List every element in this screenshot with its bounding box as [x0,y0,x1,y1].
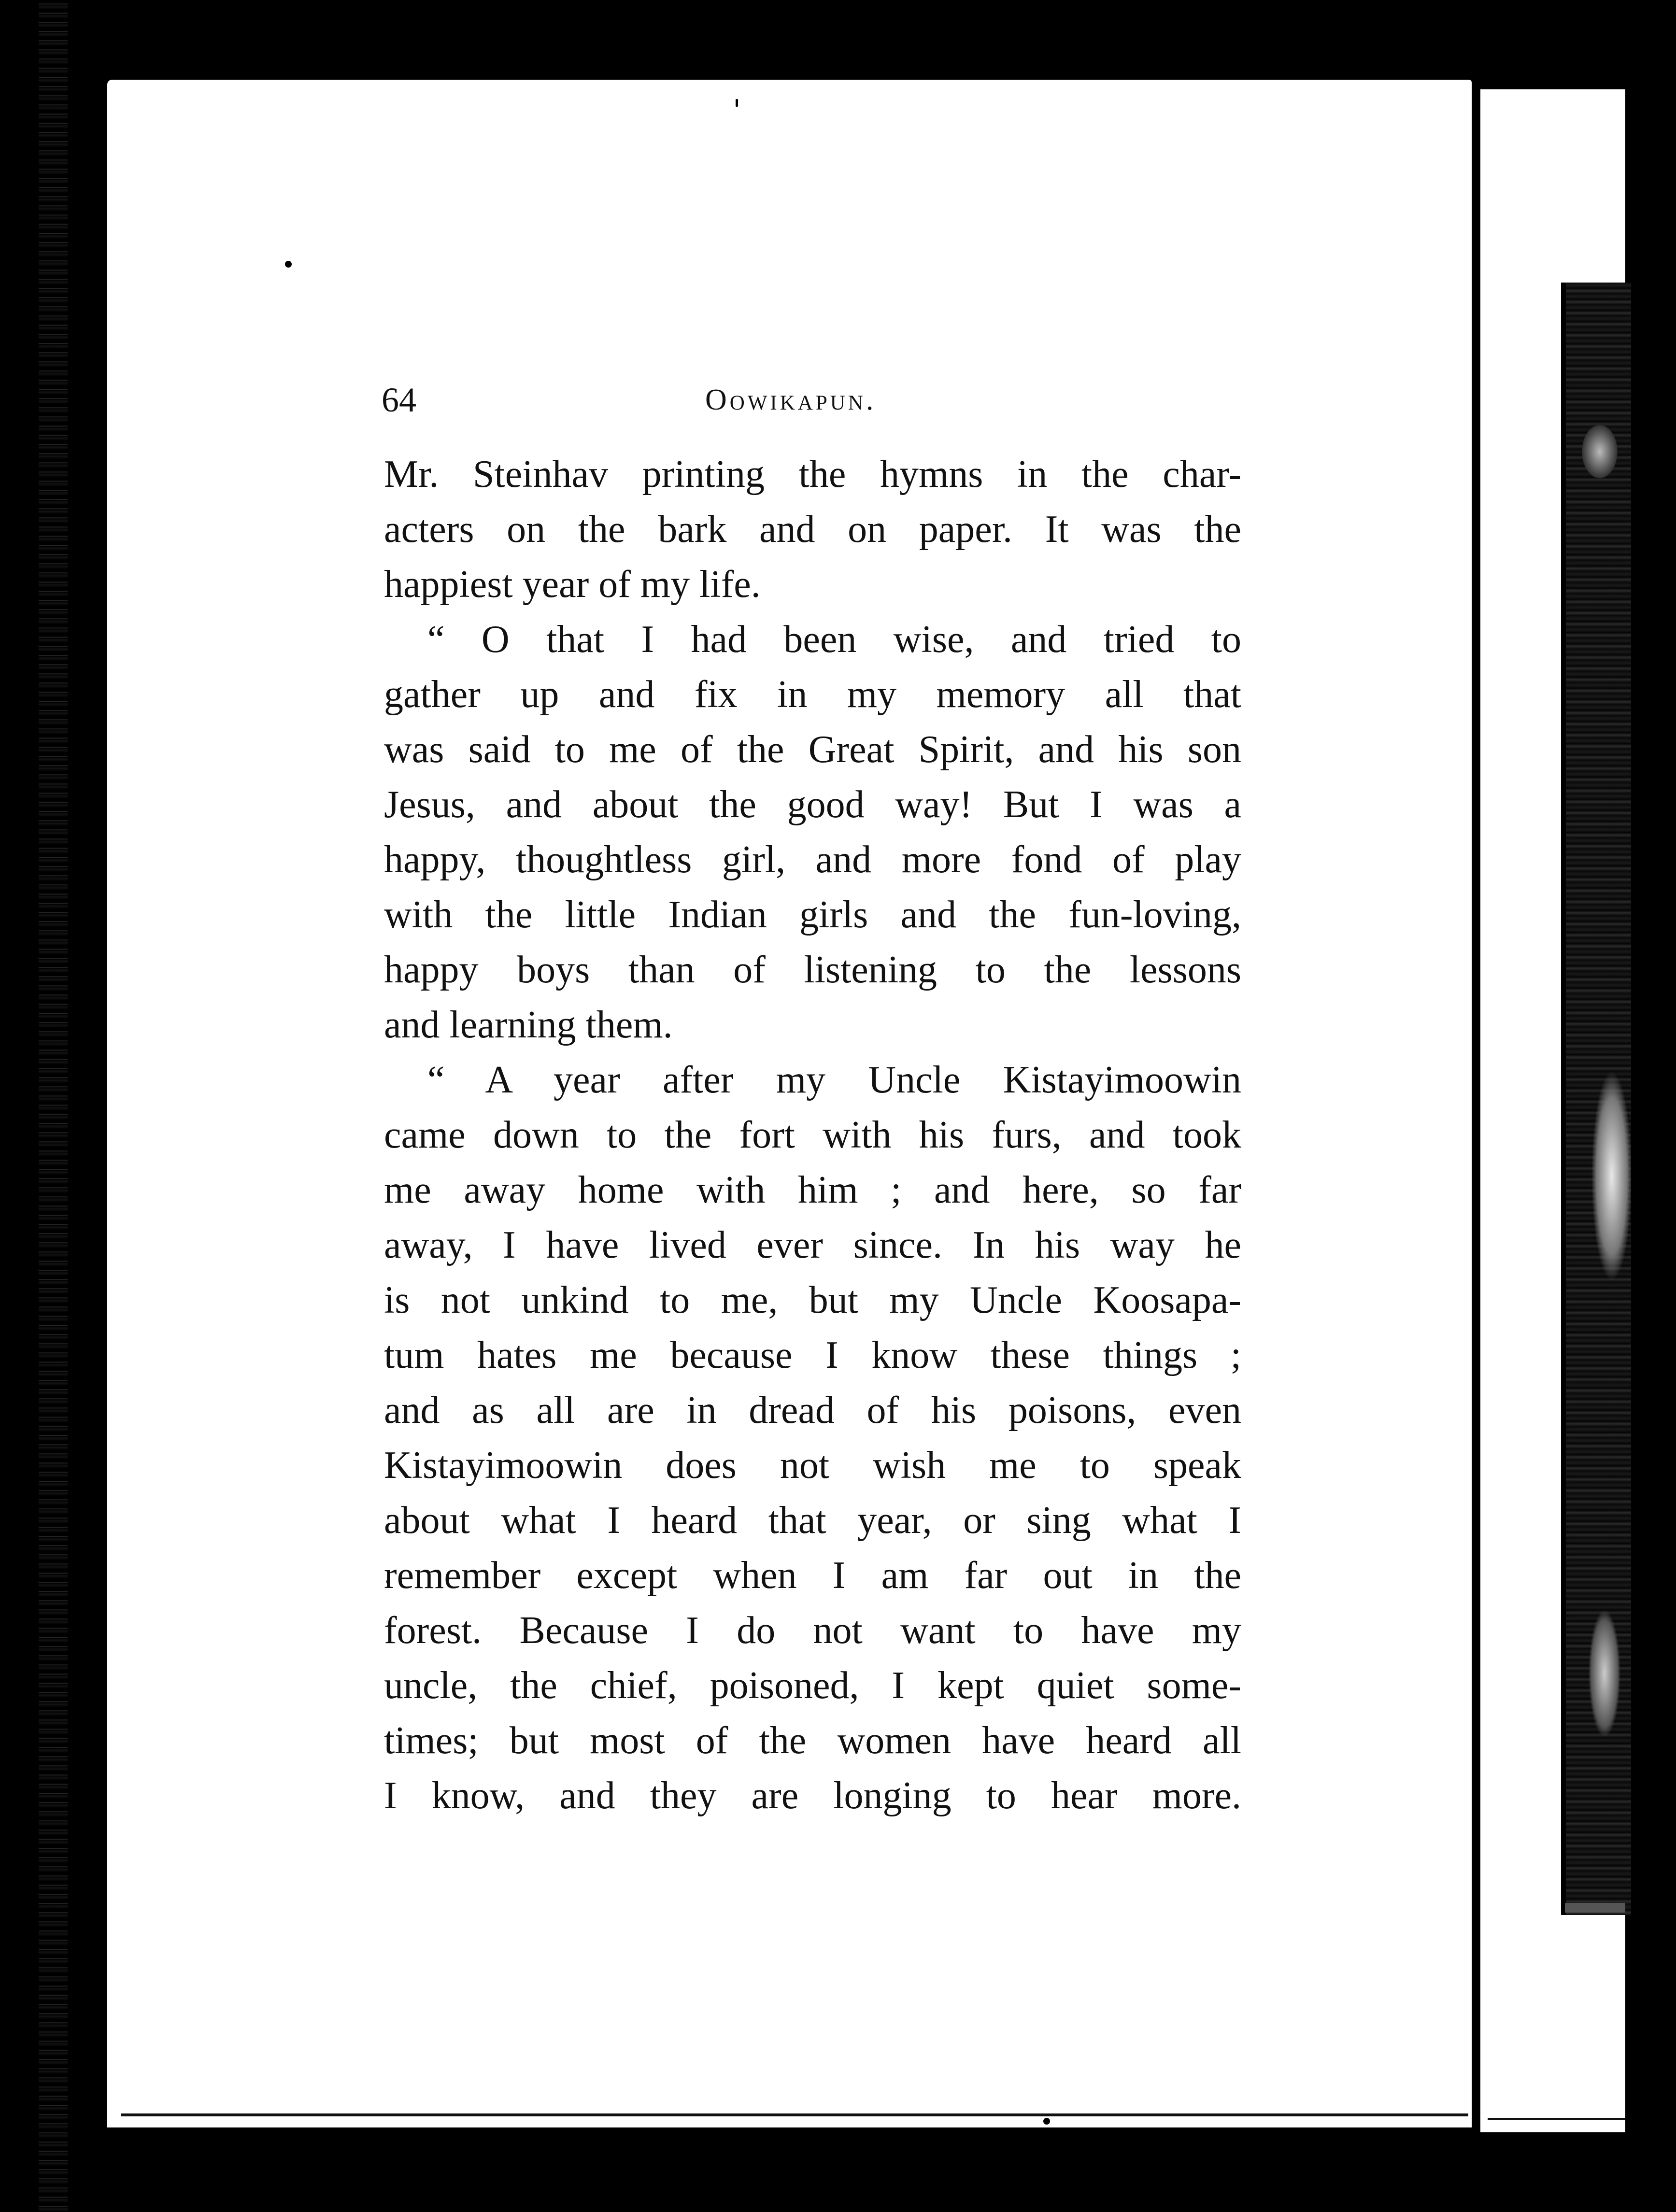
text-line: gather up and fix in my memory all that [384,673,1241,716]
text-line: away, I have lived ever since. In his way he [384,1224,1241,1266]
text-line: I know, and they are longing to hear more. [384,1774,1241,1817]
text-line: tum hates me because I know these things ; [384,1334,1241,1376]
text-line: Jesus, and about the good way! But I was a [384,783,1241,826]
illustration-bottom-edge [1565,1903,1625,1913]
page-number: 64 [382,381,416,419]
running-title: Oowikapun. [705,383,877,416]
adjacent-illustration-strip [1561,283,1631,1915]
body-text [384,447,1241,1823]
text-line: came down to the fort with his furs, and took [384,1114,1241,1156]
text-line: times; but most of the women have heard all [384,1719,1241,1762]
text-line: happy boys than of listening to the lessons [384,949,1241,991]
text-line: acters on the bark and on paper. It was the [384,508,1241,551]
text-line: was said to me of the Great Spirit, and his son [384,728,1241,771]
adjacent-page-bottom-edge [1488,2118,1625,2120]
text-line: and learning them. [384,1004,673,1046]
text-line: remember except when I am far out in the [384,1554,1241,1597]
text-line: me away home with him ; and here, so far [384,1169,1241,1211]
text-line: with the little Indian girls and the fun-loving, [384,893,1241,936]
text-line: happiest year of my life. [384,563,761,606]
text-line: “ O that I had been wise, and tried to [427,618,1241,661]
text-line: Kistayimoowin does not wish me to speak [384,1444,1241,1487]
page-bottom-edge [121,2113,1468,2116]
text-line: about what I heard that year, or sing what I [384,1499,1241,1542]
text-line: “ A year after my Uncle Kistayimoowin [427,1059,1241,1101]
text-line: is not unkind to me, but my Uncle Koosapa- [384,1279,1241,1321]
running-head [382,373,1241,426]
text-line: happy, thoughtless girl, and more fond of play [384,838,1241,881]
scanner-edge-noise [39,0,68,2212]
page-gutter-shadow [1472,82,1480,2135]
text-line: uncle, the chief, poisoned, I kept quiet some- [384,1664,1241,1707]
text-line: Mr. Steinhav printing the hymns in the char- [384,453,1241,496]
text-line: forest. Because I do not want to have my [384,1609,1241,1652]
text-line: and as all are in dread of his poisons, even [384,1389,1241,1432]
